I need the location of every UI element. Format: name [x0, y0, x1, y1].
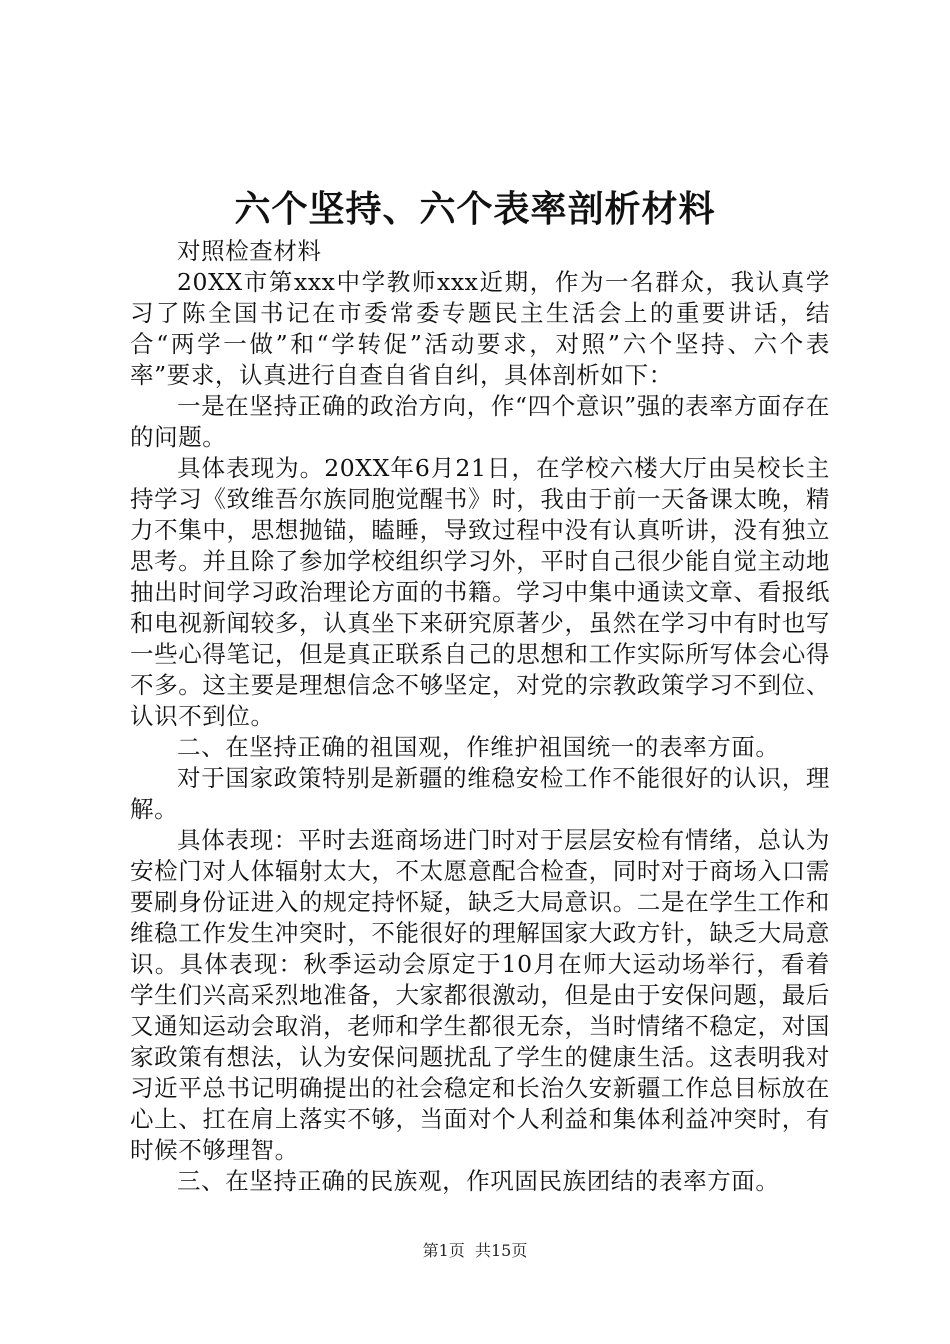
- paragraph-section-two-issue: 对于国家政策特别是新疆的维稳安检工作不能很好的认识，理解。: [130, 764, 830, 823]
- paragraph-heading: 对照检查材料: [177, 237, 322, 265]
- paragraph-section-one: 一是在坚持正确的政治方向，作“四个意识”强的表率方面存在的问题。: [130, 392, 830, 451]
- paragraph-section-two-detail: 具体表现：平时去逛商场进门时对于层层安检有情绪，总认为安检门对人体辐射太大，不太愿意配合检查，同时对于商场入口需要刷身份证进入的规定持怀疑，缺乏大局意识。二是在学生工作和维稳工作发生冲突时，不能很好的理解国家大政方针，缺乏大局意识。具体表现：秋季运动会原定于10月在师大运动场举行，看着学生们兴高采烈地准备，大家都很激动，但是由于安保问题，最后又通知运动会取消，老师和学生都很无奈，当时情绪不稳定，对国家政策有想法，认为安保问题扰乱了学生的健康生活。这表明我对习近平总书记明确提出的社会稳定和长治久安新疆工作总目标放在心上、扛在肩上落实不够，当面对个人利益和集体利益冲突时，有时候不够理智。: [130, 826, 830, 1164]
- paragraph-section-one-detail: 具体表现为。20XX年6月21日，在学校六楼大厅由吴校长主持学习《致维吾尔族同胞觉醒书》时，我由于前一天备课太晚，精力不集中，思想抛锚，瞌睡，导致过程中没有认真听讲，没有独立思考。并且除了参加学校组织学习外，平时自己很少能自觉主动地抽出时间学习政治理论方面的书籍。学习中集中通读文章、看报纸和电视新闻较多，认真坐下来研究原著少，虽然在学习中有时也写一些心得笔记，但是真正联系自己的思想和工作实际所写体会心得不多。这主要是理想信念不够坚定，对党的宗教政策学习不到位、认识不到位。: [130, 454, 830, 730]
- page-number: 第1页 共15页: [422, 1241, 528, 1260]
- paragraph-section-two: 二、在坚持正确的祖国观，作维护祖国统一的表率方面。: [177, 733, 780, 761]
- page-footer: [0, 1240, 950, 1262]
- paragraph-section-three: 三、在坚持正确的民族观，作巩固民族团结的表率方面。: [177, 1167, 780, 1195]
- document-title: 六个坚持、六个表率剖析材料: [234, 188, 716, 230]
- document-body: [130, 236, 830, 1197]
- paragraph-intro: 20XX市第xxx中学教师xxx近期，作为一名群众，我认真学习了陈全国书记在市委常委专题民主生活会上的重要讲话，结合“两学一做”和“学转促”活动要求，对照”六个坚持、六个表率”要求，认真进行自查自省自纠，具体剖析如下：: [130, 268, 830, 389]
